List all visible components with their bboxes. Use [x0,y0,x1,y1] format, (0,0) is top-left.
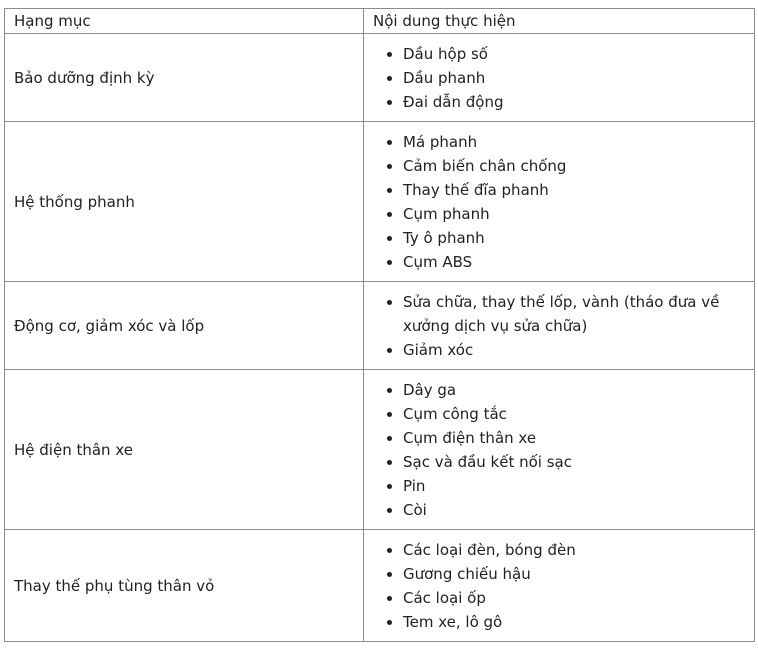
row-items [364,370,755,530]
list-item: Còi [364,498,754,522]
list-item: Sạc và đầu kết nối sạc [364,450,754,474]
list-item: Tem xe, lô gô [364,610,754,634]
list-item: Pin [364,474,754,498]
table-row [5,530,755,642]
table-row [5,34,755,122]
row-category: Hệ điện thân xe [5,370,364,530]
item-list [364,42,754,114]
header-content: Nội dung thực hiện [364,9,755,34]
header-category: Hạng mục [5,9,364,34]
table-header-row [5,9,755,34]
list-item: Dây ga [364,378,754,402]
table-row [5,282,755,370]
table-row [5,370,755,530]
row-items [364,122,755,282]
row-category: Động cơ, giảm xóc và lốp [5,282,364,370]
item-list [364,378,754,522]
list-item: Dầu hộp số [364,42,754,66]
list-item: Cụm phanh [364,202,754,226]
list-item: Má phanh [364,130,754,154]
item-list [364,290,754,362]
list-item: Cụm điện thân xe [364,426,754,450]
list-item: Các loại ốp [364,586,754,610]
list-item: Ty ô phanh [364,226,754,250]
list-item: Đai dẫn động [364,90,754,114]
list-item: Thay thế đĩa phanh [364,178,754,202]
item-list [364,538,754,634]
row-items [364,34,755,122]
list-item: Cảm biến chân chống [364,154,754,178]
list-item: Cụm ABS [364,250,754,274]
item-list [364,130,754,274]
list-item: Các loại đèn, bóng đèn [364,538,754,562]
row-items [364,530,755,642]
list-item: Sửa chữa, thay thế lốp, vành (tháo đưa về xưởng dịch vụ sửa chữa) [364,290,754,338]
table-row [5,122,755,282]
row-category: Bảo dưỡng định kỳ [5,34,364,122]
row-items [364,282,755,370]
service-table [4,8,755,642]
row-category: Thay thế phụ tùng thân vỏ [5,530,364,642]
list-item: Cụm công tắc [364,402,754,426]
list-item: Dầu phanh [364,66,754,90]
service-table-container [4,8,755,642]
list-item: Giảm xóc [364,338,754,362]
row-category: Hệ thống phanh [5,122,364,282]
list-item: Gương chiếu hậu [364,562,754,586]
